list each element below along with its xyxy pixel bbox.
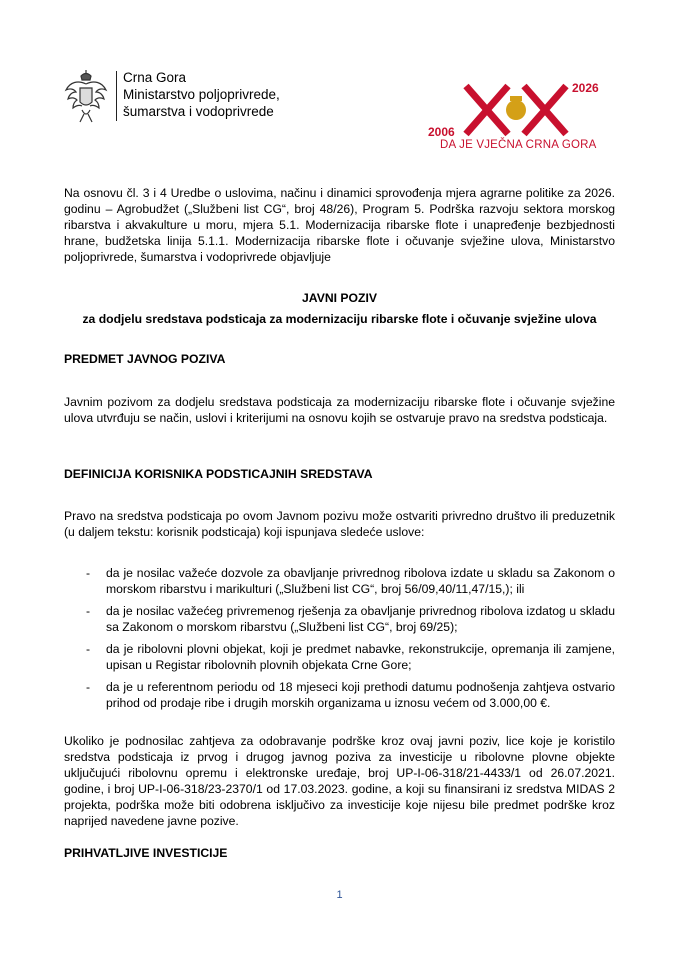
list-item: - da je nosilac važeće dozvole za obavljanje privrednog ribolova izdate u skladu sa Zakonom o morskom ribarstvu i marikulturi („Službeni list CG“, broj 56/09,40/11,47/15,); ili xyxy=(86,566,615,596)
section-heading-eligible: PRIHVATLJIVE INVESTICIJE xyxy=(64,846,228,860)
anniversary-tagline: DA JE VJEČNA CRNA GORA xyxy=(440,139,597,151)
ministry-name-line1: Ministarstvo poljoprivrede, xyxy=(123,87,280,102)
conditions-list xyxy=(64,565,615,717)
midas-paragraph: Ukoliko je podnosilac zahtjeva za odobravanje podrške kroz ovaj javni poziv, lice koje je koristilo sredstva podsticaja iz prvog i drugog javnog poziva za investicije u ribolovne plovne objekte uključujući ribolovnu opremu i elektronske uređaje, broj UP-I-06-318/21-4433/1 od 26.07.2021. godine, i broj UP-I-06-318/23-2370/1 od 17.03.2023. godine, a koji su finansirani iz sredstva MIDAS 2 projekta, podrška može biti odobrena isključivo za investicije koje nijesu bile predmet podrške kroz naprijed navedene javne pozive. xyxy=(64,734,615,828)
anniversary-year-start: 2006 xyxy=(428,125,455,139)
list-item: - da je ribolovni plovni objekat, koji je predmet nabavke, rekonstrukcije, opremanja ili zamjene, upisan u Registar ribolovnih plovnih objekata Crne Gore; xyxy=(86,642,615,672)
coat-of-arms-icon xyxy=(64,70,108,124)
beneficiary-paragraph: Pravo na sredstva podsticaja po ovom Javnom pozivu može ostvariti privredno društvo ili preduzetnik (u daljem tekstu: korisnik podsticaja) koji ispunjava sledeće uslove: xyxy=(64,509,615,539)
subject-paragraph: Javnim pozivom za dodjelu sredstava podsticaja za modernizaciju ribarske flote i očuvanje svježine ulova utvrđuju se način, uslovi i kriterijumi na osnovu kojih se ostvaruje pravo na sredstva podsticaja. xyxy=(64,395,615,425)
page-number: 1 xyxy=(336,889,343,901)
ministry-name-line2: šumarstva i vodoprivrede xyxy=(123,104,274,119)
intro-paragraph: Na osnovu čl. 3 i 4 Uredbe o uslovima, načinu i dinamici sprovođenja mjera agrarne politike za 2026. godinu – Agrobudžet („Službeni list CG“, broj 48/26), Program 5. Podrška razvoju sektora morskog ribarstva i akvakulture u moru, mjera 5.1. Modernizacija ribarske flote i unapređenje bezbjednosti hrane, budžetska linija 5.1.1. Modernizacija ribarske flote i očuvanje svježine ulova, Ministarstvo poljoprivrede, šumarstva i vodoprivrede objavljuje xyxy=(64,186,615,264)
ministry-block xyxy=(123,69,280,120)
anniversary-year-end: 2026 xyxy=(572,81,599,95)
document-subtitle: za dodjelu sredstava podsticaja za modernizaciju ribarske flote i očuvanje svježine ulova xyxy=(82,312,597,326)
header-divider xyxy=(116,71,117,121)
list-item: - da je u referentnom periodu od 18 mjeseci koji prethodi datumu podnošenja zahtjeva ostvario prihod od prodaje ribe i drugih morskih organizama u iznosu većem od 3.000,00 €. xyxy=(86,680,615,710)
country-name: Crna Gora xyxy=(123,70,187,85)
document-title: JAVNI POZIV xyxy=(302,291,377,305)
section-heading-beneficiaries: DEFINICIJA KORISNIKA PODSTICAJNIH SREDSTAVA xyxy=(64,467,373,481)
list-item: - da je nosilac važećeg privremenog rješenja za obavljanje privrednog ribolova izdatog u skladu sa Zakonom o morskom ribarstvu („Službeni list CG“, broj 69/25); xyxy=(86,604,615,634)
section-heading-subject: PREDMET JAVNOG POZIVA xyxy=(64,352,226,366)
